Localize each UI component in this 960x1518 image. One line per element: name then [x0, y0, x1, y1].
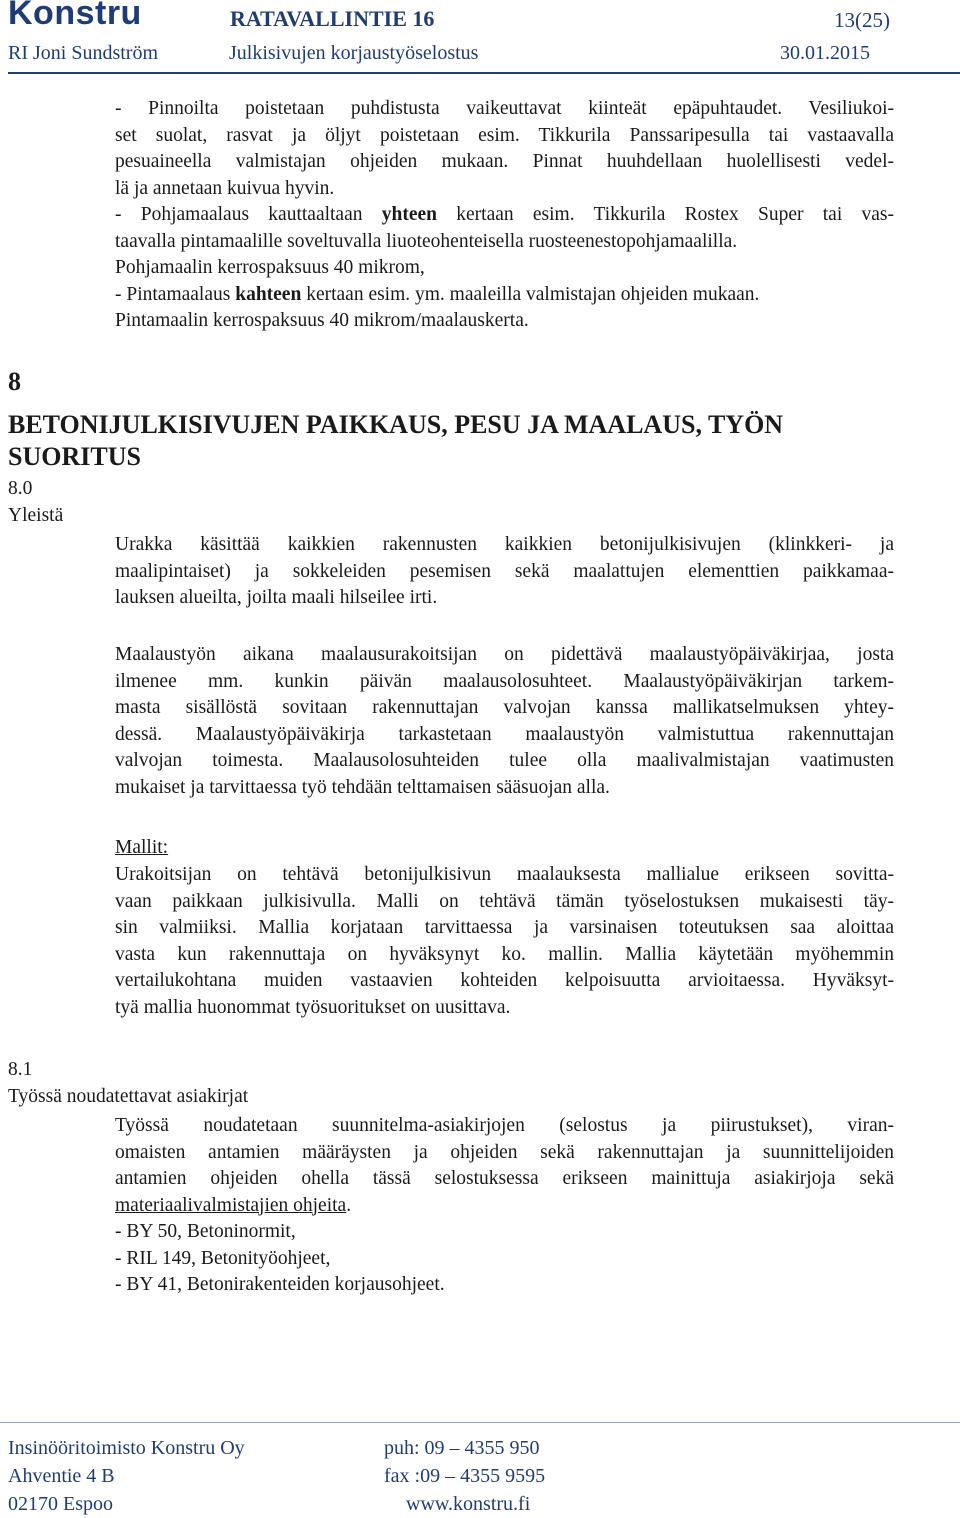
- footer-company: Insinööritoimisto Konstru Oy: [8, 1437, 245, 1459]
- subsection-number: 8.1: [8, 1059, 33, 1080]
- text-line: ilmenee mm. kunkin päivän maalausolosuhteet. Maalaustyöpäiväkirjan tarkem-: [115, 670, 894, 692]
- list-item: - BY 50, Betoninormit,: [115, 1221, 296, 1242]
- project-title: RATAVALLINTIE 16: [230, 6, 435, 31]
- list-item: - RIL 149, Betonityöohjeet,: [115, 1247, 331, 1269]
- text-line: lä ja annetaan kuivua hyvin.: [115, 177, 335, 199]
- bold-text: kahteen: [235, 283, 302, 305]
- text-line: [115, 282, 894, 309]
- text-line: masta sisällöstä sovitaan rakennuttajan valvojan kanssa mallikatselmuksen yhtey-: [115, 697, 894, 718]
- page-number: 13(25): [834, 8, 890, 32]
- text-line: vasta kun rakennuttaja on hyväksynyt ko. mallin. Mallia käytetään myöhemmin: [115, 943, 894, 965]
- text-fragment: - Pohjamaalaus kauttaaltaan: [115, 204, 382, 225]
- text-fragment: .: [346, 1194, 352, 1216]
- text-line: sin valmiiksi. Mallia korjataan tarvittaessa ja varsinaisen toteutuksen saa aloittaa: [115, 917, 894, 938]
- text-line: maalipintaiset) ja sokkeleiden pesemisen sekä maalattujen elementtien paikkamaa-: [115, 560, 894, 582]
- text-line: pesuaineella valmistajan ohjeiden mukaan. Pinnat huuhdellaan huolellisesti vedel-: [115, 151, 894, 172]
- text-fragment: kertaan esim. ym. maaleilla valmistajan ohjeiden mukaan.: [301, 283, 760, 305]
- text-line: Pintamaalin kerrospaksuus 40 mikrom/maalauskerta.: [115, 310, 529, 331]
- models-label: Mallit:: [115, 837, 169, 858]
- footer-address: [8, 1434, 245, 1518]
- scope-paragraph: [115, 532, 894, 612]
- text-line: taavalla pintamaalille soveltuvalla liuoteohenteisella ruosteenestopohjamaalilla.: [115, 230, 738, 252]
- text-line: tyä mallia huonommat työsuoritukset on uusittava.: [115, 996, 511, 1018]
- text-line: Maalaustyön aikana maalausurakoitsijan on pidettävä maalaustyöpäiväkirjaa, josta: [115, 644, 894, 665]
- underlined-text: materiaalivalmistajien ohjeita: [115, 1194, 347, 1216]
- document-date: 30.01.2015: [780, 42, 870, 64]
- text-line: Työssä noudatetaan suunnitelma-asiakirjojen (selostus ja piirustukset), viran-: [115, 1115, 894, 1136]
- text-line: [115, 1193, 894, 1220]
- text-line: valvojan toimesta. Maalausolosuhteiden tulee olla maalivalmistajan vaatimusten: [115, 750, 894, 771]
- models-paragraph: [115, 862, 894, 1021]
- footer-contact: [384, 1434, 545, 1518]
- bold-text: yhteen: [381, 204, 437, 225]
- footer-divider: [0, 1422, 960, 1423]
- text-fragment: - Pintamaalaus: [115, 283, 236, 305]
- text-line: Urakoitsijan on tehtävä betonijulkisivun maalauksesta mallialue erikseen sovitta-: [115, 864, 894, 885]
- text-line: [115, 202, 894, 229]
- footer-street: Ahventie 4 B: [8, 1465, 115, 1487]
- coating-instructions: [115, 96, 894, 335]
- text-line: lauksen alueilta, joilta maali hilseilee irti.: [115, 587, 438, 608]
- text-line: antamien ohjeiden ohella tässä selostuksessa erikseen mainittuja asiakirjoja sekä: [115, 1168, 894, 1189]
- footer-website[interactable]: www.konstru.fi: [406, 1493, 531, 1515]
- documents-paragraph: [115, 1113, 894, 1299]
- header-divider: [8, 72, 960, 74]
- section-heading: BETONIJULKISIVUJEN PAIKKAUS, PESU JA MAALAUS, TYÖN SUORITUS: [8, 410, 784, 471]
- footer-city: 02170 Espoo: [8, 1493, 113, 1515]
- text-line: Pohjamaalin kerrospaksuus 40 mikrom,: [115, 257, 425, 278]
- text-line: vaan paikkaan julkisivulla. Malli on tehtävä tämän työselostuksen mukaisesti täy-: [115, 890, 894, 912]
- subsection-heading: Työssä noudatettavat asiakirjat: [8, 1086, 249, 1107]
- text-line: vertailukohtana muiden vastaavien kohteiden kelpoisuutta arvioitaessa. Hyväksyt-: [115, 970, 894, 991]
- text-line: - Pinnoilta poistetaan puhdistusta vaikeuttavat kiinteät epäpuhtaudet. Vesiliukoi-: [115, 98, 894, 119]
- text-fragment: kertaan esim. Tikkurila Rostex Super tai vas-: [437, 204, 894, 225]
- text-line: dessä. Maalaustyöpäiväkirja tarkastetaan maalaustyön valmistuttua rakennuttajan: [115, 723, 894, 745]
- text-line: mukaiset ja tarvittaessa työ tehdään telttamaisen sääsuojan alla.: [115, 776, 610, 798]
- subsection-heading: Yleistä: [8, 505, 64, 526]
- painting-log-paragraph: [115, 642, 894, 801]
- author: RI Joni Sundström: [8, 42, 159, 64]
- section-number: 8: [8, 367, 21, 396]
- subsection-number: 8.0: [8, 478, 33, 499]
- list-item: - BY 41, Betonirakenteiden korjausohjeet.: [115, 1274, 445, 1295]
- company-logo: Konstru: [8, 0, 142, 32]
- footer-phone: puh: 09 – 4355 950: [384, 1437, 540, 1459]
- text-line: Urakka käsittää kaikkien rakennusten kaikkien betonijulkisivujen (klinkkeri- ja: [115, 534, 894, 555]
- text-line: set suolat, rasvat ja öljyt poistetaan esim. Tikkurila Panssaripesulla tai vastaavalla: [115, 124, 894, 146]
- footer-fax: fax :09 – 4355 9595: [384, 1465, 546, 1487]
- text-line: omaisten antamien määräysten ja ohjeiden sekä rakennuttajan ja suunnittelijoiden: [115, 1141, 894, 1163]
- document-title: Julkisivujen korjaustyöselostus: [229, 42, 479, 64]
